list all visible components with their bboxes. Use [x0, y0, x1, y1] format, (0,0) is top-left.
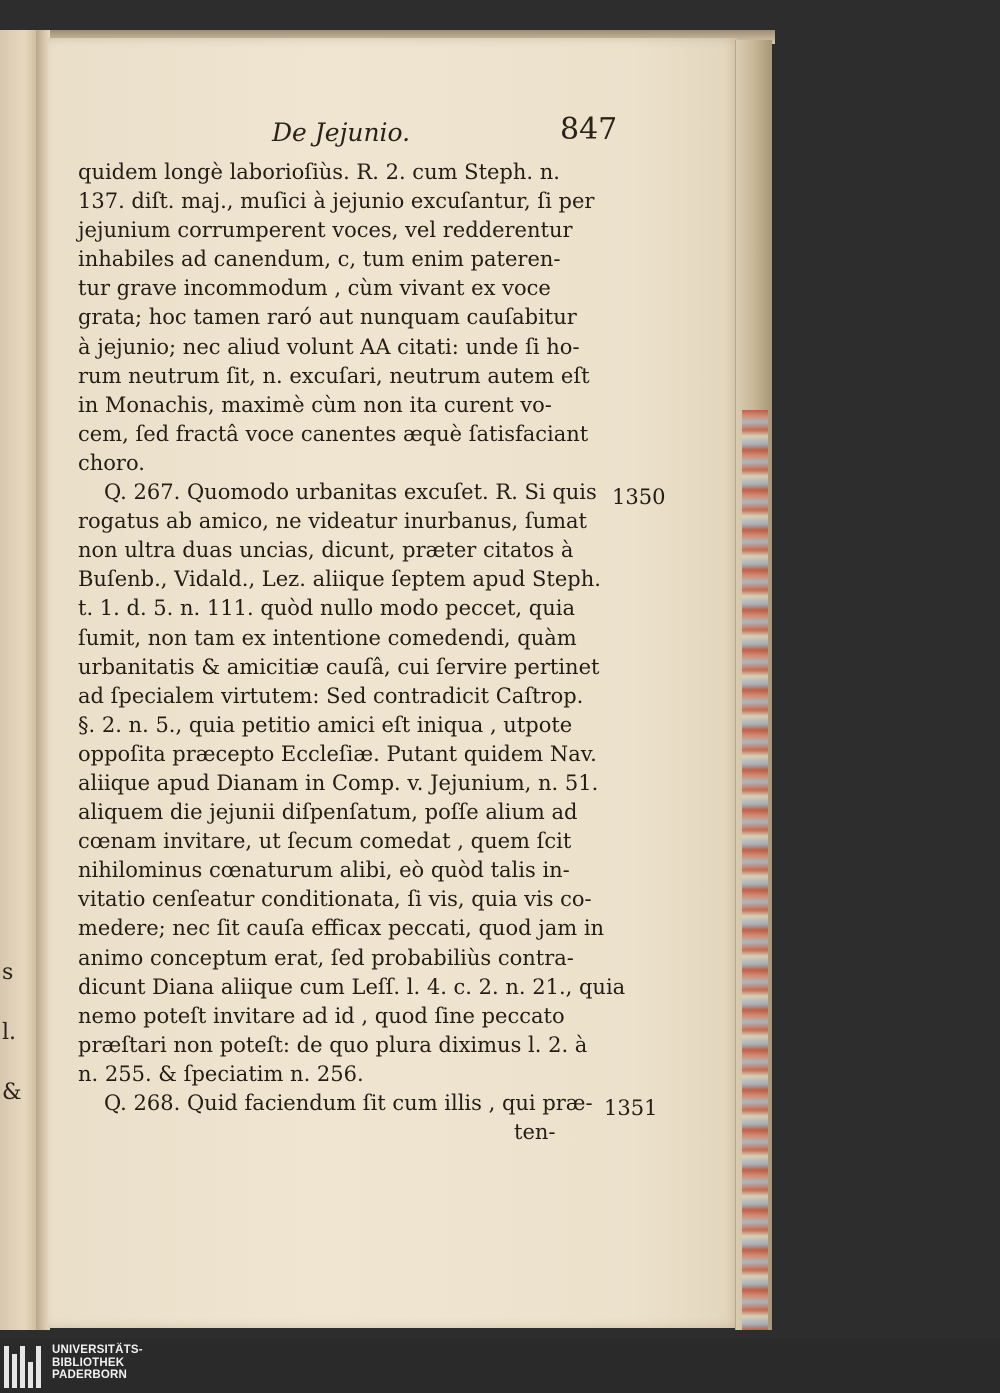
left-fragment: &	[2, 1080, 22, 1105]
text-line: dicunt Diana aliique cum Leſſ. l. 4. c. 2. n. 21., quia	[78, 974, 626, 999]
text-line: quidem longè laborioſiùs. R. 2. cum Steph. n.	[78, 160, 560, 184]
text-line: in Monachis, maximè cùm non ita curent vo-	[78, 392, 552, 417]
text-line: ſumit, non tam ex intentione comedendi, quàm	[78, 625, 577, 650]
left-fragment: s	[2, 960, 14, 985]
text-line: Q. 267. Quomodo urbanitas excuſet. R. Si quis	[104, 480, 597, 505]
text-line: medere; nec ſit cauſa efficax peccati, quod jam in	[78, 916, 605, 941]
text-line: tur grave incommodum , cùm vivant ex voce	[78, 276, 551, 301]
marginal-number: 1350	[612, 485, 666, 509]
text-line: t. 1. d. 5. n. 111. quòd nullo modo peccet, quia	[78, 596, 575, 621]
library-name-line: PADERBORN	[52, 1369, 128, 1381]
text-line: cem, ſed fractâ voce canentes æquè ſatisfaciant	[78, 421, 589, 446]
text-line: cœnam invitare, ut ſecum comedat , quem ſcit	[78, 829, 572, 854]
footer-bar	[0, 1338, 1000, 1393]
main-text-block	[78, 158, 626, 1147]
text-line: jejunium corrumperent voces, vel redderentur	[78, 218, 573, 243]
marbled-edge	[742, 410, 768, 1330]
marginal-number: 1351	[604, 1096, 658, 1120]
library-name-line: BIBLIOTHEK	[52, 1356, 125, 1369]
text-line: nihilominus cœnaturum alibi, eò quòd talis in-	[78, 858, 570, 883]
text-line: choro.	[78, 450, 145, 475]
page-number: 847	[560, 112, 618, 147]
running-header: De Jejunio.	[272, 118, 411, 147]
text-line: nemo poteſt invitare ad id , quod ſine peccato	[78, 1003, 565, 1028]
text-line: inhabiles ad canendum, c, tum enim pateren-	[78, 247, 561, 272]
text-line: aliquem die jejunii diſpenſatum, poſſe alium ad	[78, 800, 578, 825]
text-line: rum neutrum ſit, n. excuſari, neutrum autem eſt	[78, 363, 590, 388]
text-line: n. 255. & ſpeciatim n. 256.	[78, 1061, 364, 1086]
library-name	[52, 1344, 143, 1382]
left-page-fragments	[0, 30, 40, 1330]
text-line: Buſenb., Vidald., Lez. aliique ſeptem apud Steph.	[78, 567, 601, 592]
library-logo-icon	[4, 1346, 46, 1388]
text-line: urbanitatis & amicitiæ cauſâ, cui ſervire pertinet	[78, 654, 600, 679]
text-line: vitatio cenſeatur conditionata, ſi vis, quia vis co-	[78, 887, 592, 912]
text-line: grata; hoc tamen raró aut nunquam cauſabitur	[78, 305, 577, 330]
text-line: aliique apud Dianam in Comp. v. Jejunium, n. 51.	[78, 770, 599, 795]
text-line: animo conceptum erat, ſed probabiliùs contra-	[78, 945, 574, 970]
text-line: à jejunio; nec aliud volunt AA citati: unde ſi ho-	[78, 334, 580, 359]
library-name-line: UNIVERSITÄTS-	[52, 1344, 143, 1356]
text-line: non ultra duas uncias, dicunt, præter citatos à	[78, 538, 574, 563]
text-line: oppoſita præcepto Eccleſiæ. Putant quidem Nav.	[78, 741, 597, 766]
left-page-edge	[0, 30, 40, 1330]
text-line: præſtari non poteſt: de quo plura diximus l. 2. à	[78, 1032, 588, 1057]
text-line: 137. diſt. maj., muſici à jejunio excuſantur, ſi per	[78, 189, 595, 214]
text-line: ten-	[514, 1120, 556, 1145]
text-line: Q. 268. Quid faciendum ſit cum illis , qui præ-	[104, 1091, 593, 1115]
left-fragment: l.	[2, 1020, 17, 1045]
text-line: rogatus ab amico, ne videatur inurbanus, ſumat	[78, 509, 587, 534]
text-line: §. 2. n. 5., quia petitio amici eſt iniqua , utpote	[78, 712, 573, 737]
text-line: ad ſpecialem virtutem: Sed contradicit Caſtrop.	[78, 683, 584, 708]
